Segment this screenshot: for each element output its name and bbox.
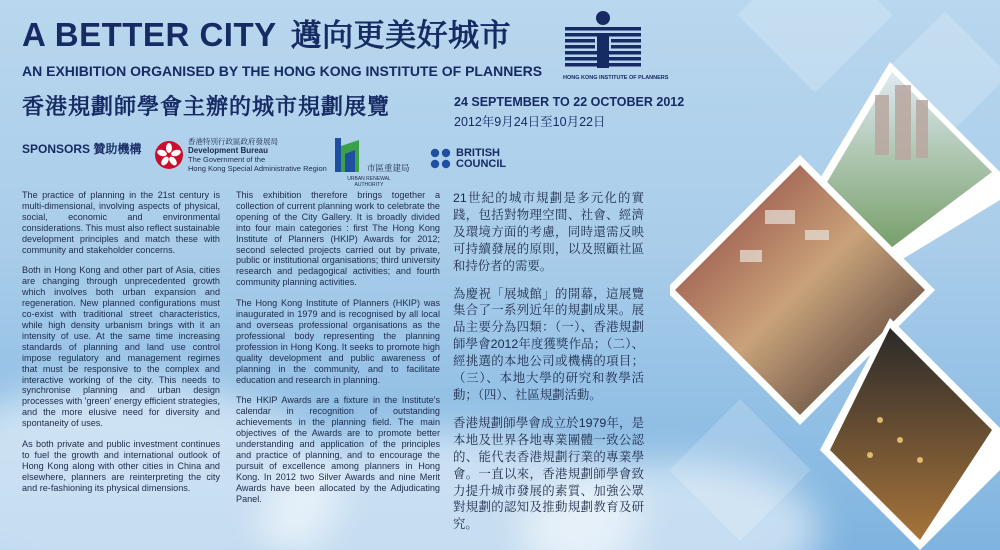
paragraph: The practice of planning in the 21st century is multi-dimensional, involving aspects of physical, social, economic and environmental considerations. This must also reflect sustainable development principles and match these with community and stakeholder concerns. xyxy=(22,190,220,255)
paragraph: 21世紀的城市規劃是多元化的實踐，包括對物理空間、社會、經濟及環境方面的考慮，同時還需反映可持續發展的原則，以及照顧社區和持份者的需要。 xyxy=(453,191,644,273)
ura-logo-icon xyxy=(333,134,363,174)
hkip-logo-caption: HONG KONG INSTITUTE OF PLANNERS xyxy=(563,75,669,81)
british-council-dots-icon xyxy=(430,148,452,170)
page-title: A BETTER CITY 邁向更美好城市 xyxy=(22,16,512,53)
sponsors-label: SPONSORS 贊助機構 xyxy=(22,142,142,156)
devb-logo xyxy=(154,137,327,173)
bauhinia-icon xyxy=(154,140,184,170)
ura-name-zh: 市區重建局 xyxy=(367,163,410,173)
devb-text: 香港特別行政區政府發展局 Development Bureau The Government of the Hong Kong Special Administrative Region xyxy=(188,137,327,173)
text-column-2 xyxy=(236,190,440,514)
subtitle-zh: 香港規劃師學會主辦的城市規劃展覽 xyxy=(22,94,391,119)
subtitle-en: AN EXHIBITION ORGANISED BY THE HONG KONG INSTITUTE OF PLANNERS xyxy=(22,63,543,79)
hkip-logo xyxy=(563,10,669,81)
ura-logo xyxy=(333,134,410,174)
paragraph: Both in Hong Kong and other part of Asia, cities are changing through unprecedented growth which involves both urban expansion and regeneration. New planned configurations must co-exist with traditional street characteristics, while high density urbanism brings with it an intensity of use. At the same time increasing standards of planning and land use control impose regulatory and management regimes that must be responsive to the complex and interactive working of the city. This needs to synchronise planning and urban design processes with 'green' energy efficient strategies, and the more elusive need for diversity and spontaneity of uses. xyxy=(22,265,220,429)
exhibition-date-en: 24 SEPTEMBER TO 22 OCTOBER 2012 xyxy=(454,95,685,109)
paragraph: 為慶祝「展城館」的開幕，這展覽集合了一系列近年的規劃成果。展品主要分為四類：（一）、香港規劃師學會2012年度獲獎作品；（二）、經挑選的本地公司或機構的項目；（三）、本地大學的研究和教學活動；（四）、社區規劃活動。 xyxy=(453,286,644,402)
paragraph: This exhibition therefore brings together a collection of current planning work to celebrate the opening of the City Gallery. It is broadly divided into four main categories : first The Hong Kong Institute of Planners (HKIP) Awards for 2012; second selected projects carried out by private, public or institutional organisations; third university research and pedagogical activities; and fourth community planning activities. xyxy=(236,190,440,288)
paragraph: As both private and public investment continues to fuel the growth and international outlook of Hong Kong along with other cities in China and elsewhere, planners are reinterpreting the city and re-fashioning its physical dimensions. xyxy=(22,439,220,493)
british-council-logo xyxy=(430,148,506,170)
british-council-text: BRITISH COUNCIL xyxy=(456,147,507,170)
paragraph: The Hong Kong Institute of Planners (HKIP) was inaugurated in 1979 and is recognised by all local and overseas professional organisations as the professional body representing the planning profession in Hong Kong. It seeks to promote high quality development and public awareness of planning in the community, and to facilitate education and research in planning. xyxy=(236,298,440,385)
text-column-1 xyxy=(22,190,220,504)
ura-name-en: URBAN RENEWAL AUTHORITY xyxy=(347,176,391,188)
text-column-zh xyxy=(453,190,644,544)
page-title-zh: 邁向更美好城市 xyxy=(290,18,512,53)
paragraph: 香港規劃師學會成立於1979年，是本地及世界各地專業團體一致公認的、能代表香港規劃行業的專業學會。一直以來，香港規劃師學會致力提升城市發展的素質、加強公眾對規劃的認知及推動規劃教育及研究。 xyxy=(453,415,644,532)
exhibition-date-zh: 2012年9月24日至10月22日 xyxy=(454,115,606,129)
city-photo-collage xyxy=(670,0,1000,550)
paragraph: The HKIP Awards are a fixture in the Institute's calendar in recognition of outstanding achievements in the planning field. The main objectives of the Awards are to promote better understanding and application of the principles and practice of planning, and to encourage the pursuit of excellence among planners in Hong Kong. In 2012 two Silver Awards and nine Merit Awards have been allocated by the Adjudicating Panel. xyxy=(236,395,440,504)
hkip-logo-icon xyxy=(565,10,641,68)
